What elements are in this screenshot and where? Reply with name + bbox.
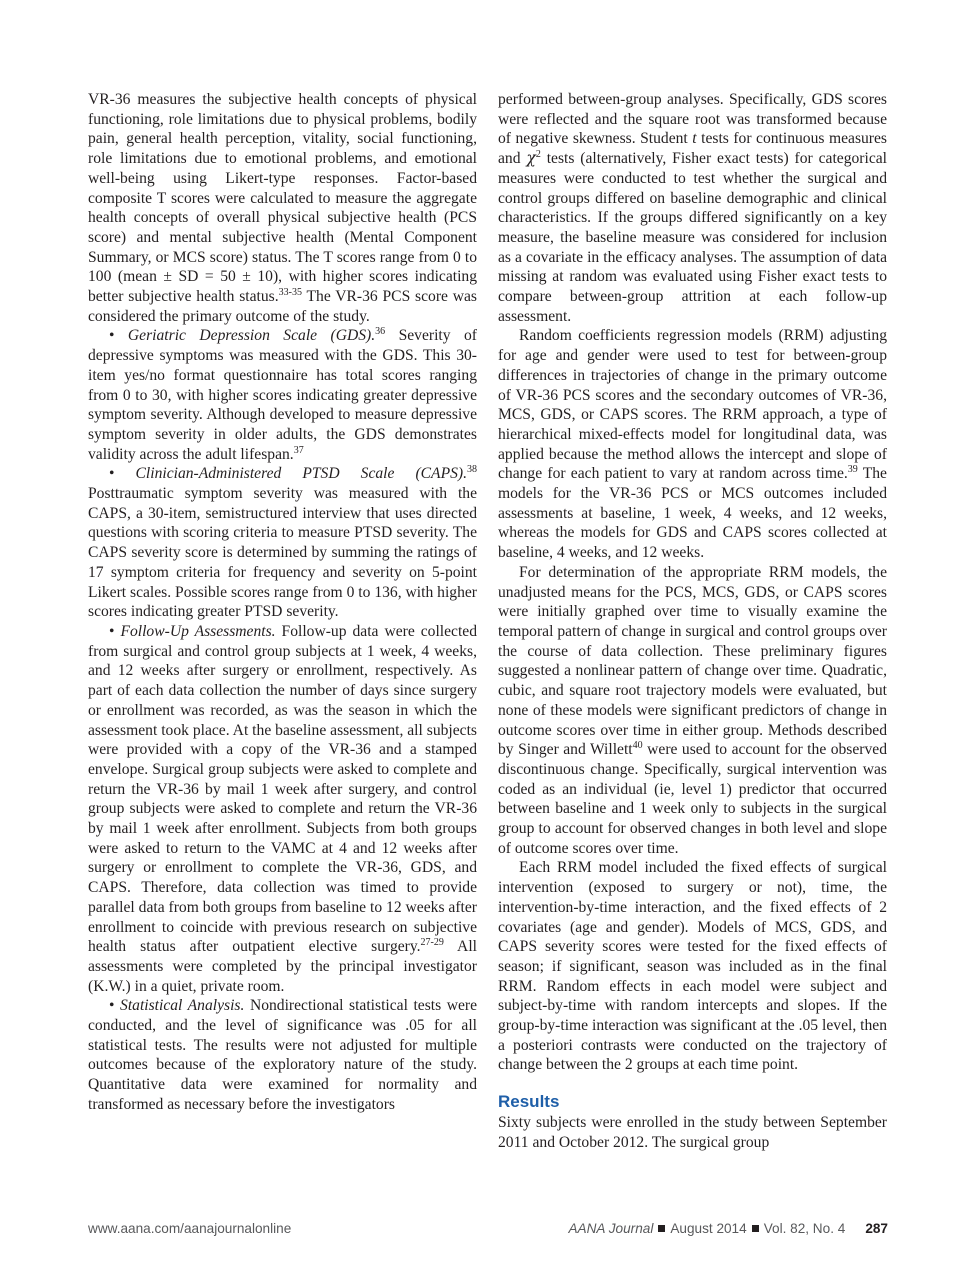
text-run: Sixty subjects were enrolled in the study between September 2011 and October 2012. The surgical group — [498, 1114, 887, 1151]
superscript: 2 — [535, 149, 541, 161]
citation: 38 — [467, 464, 477, 476]
page-footer — [88, 1221, 888, 1243]
results-heading: Results — [498, 1092, 560, 1112]
text-run: Random coefficients regression models (RRM) adjusting for age and gender were used to test for between-group differences in trajectories of change in the primary outcome of VR-36 PCS scores and the secondary outcomes of VR-36, MCS, GDS, or CAPS scores. The RRM approach, a type of hierarchical mixed-effects model for longitudinal data, was applied because the method allows the intercept and slope of change for each patient to vary at random across time. — [498, 327, 887, 483]
rrm-paragraph — [498, 326, 887, 562]
text-run: All assessments were completed by the principal investigator (K.W.) in a quiet, private room. — [88, 938, 477, 995]
left-column — [88, 90, 477, 1115]
text-run: performed between-group analyses. Specifically, GDS scores were reflected and the square root was transformed because of negative skewness. Student — [498, 91, 887, 148]
citation: 36 — [375, 326, 386, 338]
citation: 40 — [632, 740, 643, 752]
text-run: • — [109, 622, 121, 640]
results-paragraph — [498, 1113, 887, 1152]
text-run: Each RRM model included the fixed effects of surgical intervention (exposed to surgery or not), time, the intervention-by-time interaction, and the fixed effects of 2 covariates (age and gender). Models of MCS, GDS, and CAPS severity scores were tested for the fixed effects of season; if significant, season was included as in the final RRM. Random effects in each model were subject and subject-by-time with random intercepts and slopes. If the group-by-time interaction was significant at the .05 level, then a posteriori contrasts were conducted on the trajectory of change between the 2 groups at each time point. — [498, 859, 887, 1074]
followup-heading: Follow-Up Assessments. — [120, 622, 276, 640]
volume-info: Vol. 82, No. 4 — [763, 1221, 846, 1236]
square-separator-icon — [658, 1225, 665, 1232]
text-run: tests (alternatively, Fisher exact tests) for categorical measures were conducted to test whether the surgical and control groups differed on baseline demographic and clinical characteristics. If the groups differed significantly on a key measure, the baseline measure was considered for inclusion as a covariate in the efficacy analyses. The assumption of data missing at random was evaluated using Fisher exact tests to compare between-group attrition at each follow-up assessment. — [498, 150, 887, 325]
text-run: • — [109, 327, 128, 345]
text-run: • — [109, 465, 136, 483]
issue-date: August 2014 — [670, 1221, 747, 1236]
text-run: were used to account for the observed discontinuous change. Specifically, surgical intervention was coded as an individual (ie, level 1) predictor that occurred between baseline and 1 week only to subjects in the surgical group to account for observed changes in both level and slope of outcome scores over time. — [498, 741, 888, 857]
text-run: t — [692, 130, 697, 148]
vr36-paragraph — [88, 90, 477, 326]
text-run: Follow-up data were collected from surgical and control group subjects at 1 week, 4 weeks, and 12 weeks after surgery or enrollment, respectively. As part of each data collection the number of days since surgery or enrollment was recorded, as was the season in which the assessment took place. At the baseline assessment, all subjects were provided with a copy of the VR-36 and a stamped envelope. Surgical group subjects were asked to complete and return the VR-36 by mail 1 week after surgery, and control group subjects were asked to complete and return the VR-36 by mail 1 week after enrollment. Subjects from both groups were asked to return to the VAMC at 4 and 12 weeks after surgery or enrollment to complete the VR-36, GDS, and CAPS. Therefore, data collection was timed to provide parallel data from both groups from baseline to 12 weeks after enrollment to coincide with previous research on subjective health status after outpatient elective surgery. — [88, 622, 477, 956]
citation: 39 — [847, 464, 858, 476]
text-run: The VR-36 PCS score was considered the primary outcome of the study. — [88, 288, 477, 325]
analysis-paragraph — [498, 90, 887, 326]
text-run: tests for continuous measures and — [498, 130, 887, 168]
determination-paragraph — [498, 563, 887, 859]
right-column — [498, 90, 887, 1153]
stats-heading: Statistical Analysis. — [120, 997, 245, 1015]
stats-paragraph — [88, 996, 477, 1114]
journal-url[interactable]: www.aana.com/aanajournalonline — [88, 1221, 292, 1236]
text-run: • — [109, 997, 121, 1015]
page-number: 287 — [865, 1221, 888, 1236]
gds-paragraph — [88, 326, 477, 464]
journal-info — [568, 1221, 888, 1236]
gds-heading: Geriatric Depression Scale (GDS). — [127, 327, 376, 345]
text-run: Nondirectional statistical tests were conducted, and the level of significance was .05 for all statistical tests. The results were not adjusted for multiple outcomes because of the exploratory nature of the study. Quantitative data were examined for normality and transformed as necessary before the investigators — [88, 997, 478, 1113]
citation: 37 — [293, 444, 304, 456]
square-separator-icon — [752, 1225, 759, 1232]
citation: 27-29 — [420, 937, 444, 949]
text-run: For determination of the appropriate RRM models, the unadjusted means for the PCS, MCS, GDS, or CAPS scores were initially graphed over time to visually examine the temporal pattern of change in surgical and control groups over the course of data collection. These preliminary figures suggested a nonlinear pattern of change over time. Quadratic, cubic, and square root trajectory models were evaluated, but none of these models were significant predictors of change in outcome scores over time in either group. Methods described by Singer and Willett — [498, 563, 887, 759]
caps-paragraph — [88, 464, 477, 622]
citation: 33-35 — [278, 287, 302, 299]
caps-heading: Clinician-Administered PTSD Scale (CAPS). — [135, 465, 467, 483]
text-run: VR-36 measures the subjective health concepts of physical functioning, role limitations due to physical problems, bodily pain, general health perception, vitality, social functioning, role limitations due to emotional problems, and emotional well-being using Likert-type responses. Factor-based composite T scores were calculated to measure the aggregate health concepts of overall physical subjective health (PCS score) and mental subjective health (Mental Component Summary, or MCS score) status. The T scores range from 0 to 100 (mean ± SD = 50 ± 10), with higher scores indicating better subjective health status. — [88, 91, 477, 306]
followup-paragraph — [88, 622, 477, 996]
chi-symbol: χ — [526, 149, 536, 168]
text-run: Posttraumatic symptom severity was measured with the CAPS, a 30-item, semistructured interview that uses directed questions with scoring criteria to measure PTSD severity. The CAPS severity score is determined by summing the ratings of 17 symptom criteria for frequency and severity on 5-point Likert scales. Possible scores range from 0 to 136, with higher scores indicating greater PTSD severity. — [88, 485, 477, 621]
journal-name: AANA Journal — [568, 1221, 654, 1236]
text-run: Severity of depressive symptoms was measured with the GDS. This 30-item yes/no format questionnaire has total scores ranging from 0 to 30, with higher scores indicating greater depressive symptom severity. Although developed to measure depressive symptom severity in older adults, the GDS demonstrates validity across the adult lifespan. — [88, 327, 477, 463]
text-run: The models for the VR-36 PCS or MCS outcomes included assessments at baseline, 1 week, 4 weeks, and 12 weeks, whereas the models for GDS and CAPS scores collected at baseline, 4 weeks, and 12 weeks. — [498, 465, 887, 562]
each-rrm-paragraph — [498, 858, 887, 1075]
